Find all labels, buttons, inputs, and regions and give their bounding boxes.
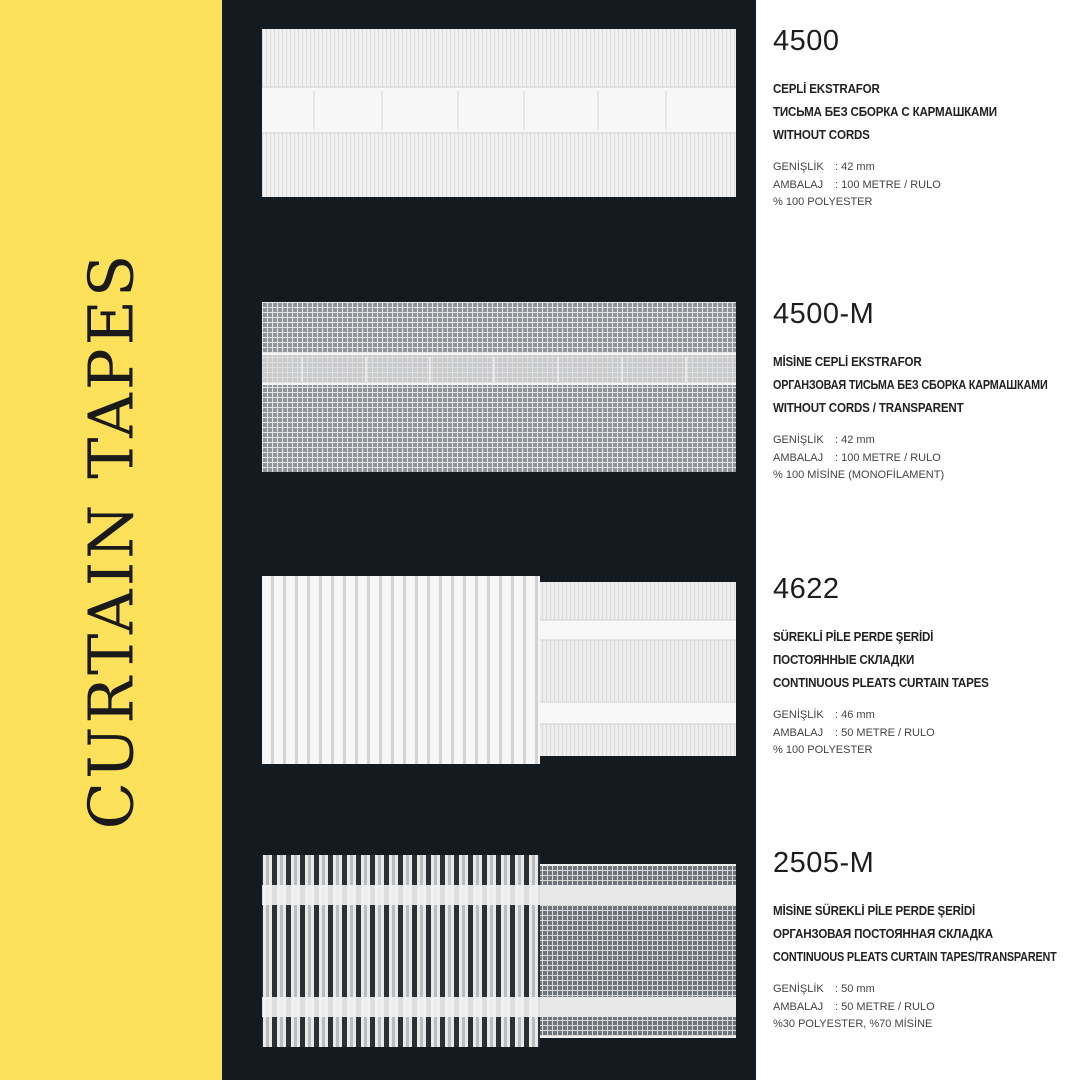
width-value: : 46 mm (835, 709, 875, 721)
product-desc-ru: ПОСТОЯННЫЕ СКЛАДКИ (773, 653, 915, 667)
tape-image-4500-m (262, 302, 736, 472)
width-label: GENİŞLİK (773, 161, 824, 173)
material-value: % 100 POLYESTER (773, 196, 873, 208)
pack-value: : 100 METRE / RULO (835, 178, 941, 191)
product-desc-ru: ОРГАНЗОВАЯ ПОСТОЯННАЯ СКЛАДКА (773, 927, 993, 941)
product-specs (773, 981, 1073, 1034)
page-title: CURTAIN TAPES (74, 251, 148, 829)
product-info-2505-m (773, 848, 1073, 1034)
product-desc-en: CONTINUOUS PLEATS CURTAIN TAPES (773, 676, 989, 690)
material-value: %30 POLYESTER, %70 MİSİNE (773, 1018, 933, 1030)
product-desc-en: WITHOUT CORDS (773, 128, 870, 142)
width-label: GENİŞLİK (773, 983, 824, 995)
product-specs (773, 432, 1073, 485)
product-desc-tr: SÜREKLİ PİLE PERDE ŞERİDİ (773, 630, 934, 644)
pack-label: AMBALAJ (773, 451, 824, 464)
pack-label: AMBALAJ (773, 726, 824, 739)
pack-label: AMBALAJ (773, 1000, 824, 1013)
material-value: % 100 MİSİNE (MONOFİLAMENT) (773, 469, 945, 481)
product-desc-ru: ОРГАНЗОВАЯ ТИСЬМА БЕЗ СБОРКА КАРМАШКАМИ (773, 378, 1048, 392)
page-title-container (0, 0, 222, 1080)
product-desc-tr: MİSİNE CEPLİ EKSTRAFOR (773, 355, 922, 369)
product-desc-tr: CEPLİ EKSTRAFOR (773, 82, 880, 96)
product-desc-ru: ТИСЬМА БЕЗ СБОРКА С КАРМАШКАМИ (773, 105, 997, 119)
width-label: GENİŞLİK (773, 434, 824, 446)
product-info-4622 (773, 574, 1073, 760)
material-value: % 100 POLYESTER (773, 744, 873, 756)
tape-image-4500 (262, 29, 736, 197)
product-desc-tr: MİSİNE SÜREKLİ PİLE PERDE ŞERİDİ (773, 904, 976, 918)
product-code: 4622 (773, 573, 840, 605)
product-code: 2505-M (773, 847, 875, 879)
pack-value: : 50 METRE / RULO (835, 1000, 935, 1013)
width-value: : 50 mm (835, 983, 875, 995)
pack-value: : 100 METRE / RULO (835, 451, 941, 464)
pack-label: AMBALAJ (773, 178, 824, 191)
pack-value: : 50 METRE / RULO (835, 726, 935, 739)
product-desc-en: WITHOUT CORDS / TRANSPARENT (773, 401, 964, 415)
product-info-4500 (773, 26, 1073, 212)
width-value: : 42 mm (835, 434, 875, 446)
width-value: : 42 mm (835, 161, 875, 173)
product-specs (773, 707, 1073, 760)
product-specs (773, 159, 1073, 212)
product-code: 4500-M (773, 298, 875, 330)
product-desc-en: CONTINUOUS PLEATS CURTAIN TAPES/TRANSPARENT (773, 950, 1057, 964)
product-code: 4500 (773, 25, 840, 57)
tape-image-2505-m (262, 855, 736, 1047)
tape-image-4622 (262, 576, 736, 764)
width-label: GENİŞLİK (773, 709, 824, 721)
product-info-4500-m (773, 299, 1073, 485)
